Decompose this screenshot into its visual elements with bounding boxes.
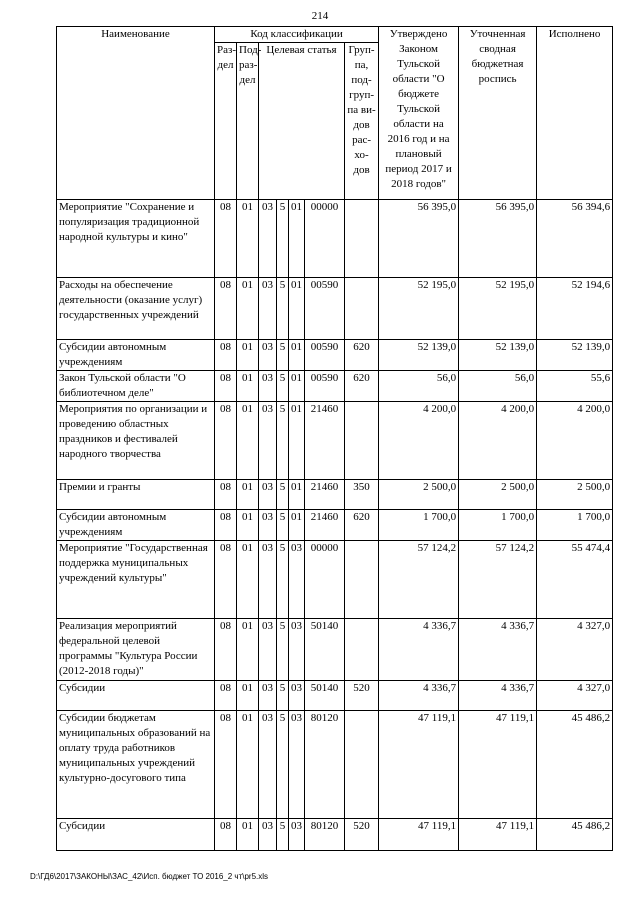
cell-t1: 03 bbox=[259, 510, 277, 541]
cell-t3: 03 bbox=[289, 681, 305, 711]
cell-t2: 5 bbox=[277, 711, 289, 819]
cell-t3: 01 bbox=[289, 480, 305, 510]
cell-t1: 03 bbox=[259, 711, 277, 819]
cell-executed: 55 474,4 bbox=[537, 541, 613, 619]
cell-podrazdel: 01 bbox=[237, 681, 259, 711]
cell-t2: 5 bbox=[277, 510, 289, 541]
cell-approved: 1 700,0 bbox=[379, 510, 459, 541]
cell-razdel: 08 bbox=[215, 510, 237, 541]
cell-t3: 03 bbox=[289, 541, 305, 619]
cell-name: Субсидии bbox=[57, 681, 215, 711]
cell-name: Субсидии автономным учреждениям bbox=[57, 510, 215, 541]
cell-executed: 45 486,2 bbox=[537, 819, 613, 851]
cell-t2: 5 bbox=[277, 278, 289, 340]
cell-t2: 5 bbox=[277, 371, 289, 402]
cell-razdel: 08 bbox=[215, 402, 237, 480]
cell-t3: 01 bbox=[289, 278, 305, 340]
cell-t4: 21460 bbox=[305, 510, 345, 541]
cell-t4: 21460 bbox=[305, 402, 345, 480]
cell-podrazdel: 01 bbox=[237, 278, 259, 340]
cell-t1: 03 bbox=[259, 681, 277, 711]
cell-name: Субсидии bbox=[57, 819, 215, 851]
cell-group bbox=[345, 619, 379, 681]
cell-t3: 01 bbox=[289, 340, 305, 371]
cell-name: Мероприятие "Сохранение и популяризация традиционной народной культуры и кино" bbox=[57, 200, 215, 278]
cell-group bbox=[345, 541, 379, 619]
cell-t1: 03 bbox=[259, 480, 277, 510]
cell-approved: 47 119,1 bbox=[379, 711, 459, 819]
cell-t2: 5 bbox=[277, 681, 289, 711]
cell-approved: 52 195,0 bbox=[379, 278, 459, 340]
cell-revised: 4 336,7 bbox=[459, 681, 537, 711]
cell-t2: 5 bbox=[277, 480, 289, 510]
table-row bbox=[57, 681, 613, 711]
cell-t4: 00590 bbox=[305, 340, 345, 371]
cell-executed: 2 500,0 bbox=[537, 480, 613, 510]
table-row bbox=[57, 819, 613, 851]
cell-t4: 50140 bbox=[305, 619, 345, 681]
cell-t2: 5 bbox=[277, 340, 289, 371]
cell-t4: 00590 bbox=[305, 371, 345, 402]
cell-approved: 4 200,0 bbox=[379, 402, 459, 480]
cell-podrazdel: 01 bbox=[237, 510, 259, 541]
cell-razdel: 08 bbox=[215, 819, 237, 851]
cell-razdel: 08 bbox=[215, 541, 237, 619]
cell-t4: 21460 bbox=[305, 480, 345, 510]
cell-razdel: 08 bbox=[215, 200, 237, 278]
header-podrazdel: Под-раз-дел bbox=[237, 43, 259, 200]
cell-podrazdel: 01 bbox=[237, 340, 259, 371]
cell-approved: 52 139,0 bbox=[379, 340, 459, 371]
cell-approved: 2 500,0 bbox=[379, 480, 459, 510]
cell-executed: 4 327,0 bbox=[537, 681, 613, 711]
cell-executed: 1 700,0 bbox=[537, 510, 613, 541]
cell-revised: 1 700,0 bbox=[459, 510, 537, 541]
cell-t4: 00590 bbox=[305, 278, 345, 340]
cell-approved: 56,0 bbox=[379, 371, 459, 402]
cell-executed: 52 139,0 bbox=[537, 340, 613, 371]
cell-group: 520 bbox=[345, 681, 379, 711]
table-row bbox=[57, 278, 613, 340]
cell-razdel: 08 bbox=[215, 619, 237, 681]
cell-revised: 47 119,1 bbox=[459, 819, 537, 851]
table-row bbox=[57, 711, 613, 819]
cell-t1: 03 bbox=[259, 619, 277, 681]
cell-t1: 03 bbox=[259, 278, 277, 340]
table-row bbox=[57, 510, 613, 541]
header-target-article: Целевая статья bbox=[259, 43, 345, 200]
cell-name: Расходы на обеспечение деятельности (оказание услуг) государственных учреждений bbox=[57, 278, 215, 340]
page-number: 214 bbox=[311, 10, 329, 22]
table-row bbox=[57, 340, 613, 371]
cell-name: Мероприятия по организации и проведению областных праздников и фестивалей народного творчества bbox=[57, 402, 215, 480]
cell-group: 620 bbox=[345, 340, 379, 371]
cell-podrazdel: 01 bbox=[237, 371, 259, 402]
cell-podrazdel: 01 bbox=[237, 402, 259, 480]
cell-t3: 03 bbox=[289, 619, 305, 681]
cell-executed: 4 327,0 bbox=[537, 619, 613, 681]
cell-t1: 03 bbox=[259, 819, 277, 851]
cell-podrazdel: 01 bbox=[237, 541, 259, 619]
footer-file-path: D:\ГД6\2017\ЗАКОНЫ\ЗАС_42\Исп. бюджет ТО 2016_2 чт\pr5.xls bbox=[30, 872, 269, 881]
cell-t4: 00000 bbox=[305, 541, 345, 619]
cell-t4: 00000 bbox=[305, 200, 345, 278]
cell-t3: 01 bbox=[289, 200, 305, 278]
cell-group: 620 bbox=[345, 510, 379, 541]
cell-t2: 5 bbox=[277, 819, 289, 851]
cell-t2: 5 bbox=[277, 200, 289, 278]
cell-t1: 03 bbox=[259, 200, 277, 278]
cell-t2: 5 bbox=[277, 619, 289, 681]
cell-t3: 01 bbox=[289, 402, 305, 480]
cell-revised: 57 124,2 bbox=[459, 541, 537, 619]
cell-t3: 03 bbox=[289, 711, 305, 819]
cell-approved: 47 119,1 bbox=[379, 819, 459, 851]
cell-group: 620 bbox=[345, 371, 379, 402]
cell-approved: 57 124,2 bbox=[379, 541, 459, 619]
header-revised: Уточненная сводная бюджетная роспись bbox=[459, 27, 537, 200]
table-row bbox=[57, 619, 613, 681]
cell-revised: 47 119,1 bbox=[459, 711, 537, 819]
cell-revised: 56,0 bbox=[459, 371, 537, 402]
cell-name: Мероприятие "Государственная поддержка муниципальных учреждений культуры" bbox=[57, 541, 215, 619]
cell-revised: 52 195,0 bbox=[459, 278, 537, 340]
table-row bbox=[57, 402, 613, 480]
cell-name: Субсидии бюджетам муниципальных образований на оплату труда работников муниципальных учреждений культурно-досугового типа bbox=[57, 711, 215, 819]
cell-t1: 03 bbox=[259, 541, 277, 619]
cell-group bbox=[345, 711, 379, 819]
header-group: Груп-па, под-груп-па ви-дов рас-хо-дов bbox=[345, 43, 379, 200]
cell-razdel: 08 bbox=[215, 480, 237, 510]
cell-t3: 01 bbox=[289, 510, 305, 541]
table-row bbox=[57, 541, 613, 619]
header-code-classification: Код классификации bbox=[215, 27, 379, 43]
cell-t1: 03 bbox=[259, 340, 277, 371]
cell-podrazdel: 01 bbox=[237, 619, 259, 681]
cell-approved: 4 336,7 bbox=[379, 681, 459, 711]
header-approved: Утверждено Законом Тульской области "О бюджете Тульской области на 2016 год и на плановый период 2017 и 2018 годов" bbox=[379, 27, 459, 200]
table-row bbox=[57, 371, 613, 402]
cell-group bbox=[345, 278, 379, 340]
cell-group: 350 bbox=[345, 480, 379, 510]
cell-group bbox=[345, 200, 379, 278]
cell-t4: 80120 bbox=[305, 711, 345, 819]
cell-t1: 03 bbox=[259, 371, 277, 402]
cell-executed: 56 394,6 bbox=[537, 200, 613, 278]
cell-t2: 5 bbox=[277, 541, 289, 619]
cell-t4: 80120 bbox=[305, 819, 345, 851]
cell-t4: 50140 bbox=[305, 681, 345, 711]
cell-revised: 4 200,0 bbox=[459, 402, 537, 480]
cell-razdel: 08 bbox=[215, 278, 237, 340]
table-row bbox=[57, 200, 613, 278]
cell-group: 520 bbox=[345, 819, 379, 851]
cell-t1: 03 bbox=[259, 402, 277, 480]
header-executed: Исполнено bbox=[537, 27, 613, 200]
header-name: Наименование bbox=[57, 27, 215, 200]
cell-executed: 52 194,6 bbox=[537, 278, 613, 340]
cell-approved: 56 395,0 bbox=[379, 200, 459, 278]
budget-table bbox=[56, 26, 613, 851]
cell-razdel: 08 bbox=[215, 340, 237, 371]
cell-t3: 03 bbox=[289, 819, 305, 851]
cell-revised: 2 500,0 bbox=[459, 480, 537, 510]
cell-revised: 52 139,0 bbox=[459, 340, 537, 371]
cell-executed: 55,6 bbox=[537, 371, 613, 402]
header-razdel: Раз-дел bbox=[215, 43, 237, 200]
cell-name: Субсидии автономным учреждениям bbox=[57, 340, 215, 371]
cell-executed: 4 200,0 bbox=[537, 402, 613, 480]
cell-razdel: 08 bbox=[215, 681, 237, 711]
cell-razdel: 08 bbox=[215, 371, 237, 402]
cell-name: Премии и гранты bbox=[57, 480, 215, 510]
cell-t3: 01 bbox=[289, 371, 305, 402]
cell-revised: 4 336,7 bbox=[459, 619, 537, 681]
cell-group bbox=[345, 402, 379, 480]
cell-approved: 4 336,7 bbox=[379, 619, 459, 681]
cell-razdel: 08 bbox=[215, 711, 237, 819]
cell-name: Реализация мероприятий федеральной целевой программы "Культура России (2012-2018 годы)" bbox=[57, 619, 215, 681]
cell-revised: 56 395,0 bbox=[459, 200, 537, 278]
cell-executed: 45 486,2 bbox=[537, 711, 613, 819]
cell-t2: 5 bbox=[277, 402, 289, 480]
table-row bbox=[57, 480, 613, 510]
cell-name: Закон Тульской области "О библиотечном деле" bbox=[57, 371, 215, 402]
cell-podrazdel: 01 bbox=[237, 819, 259, 851]
cell-podrazdel: 01 bbox=[237, 200, 259, 278]
cell-podrazdel: 01 bbox=[237, 480, 259, 510]
cell-podrazdel: 01 bbox=[237, 711, 259, 819]
